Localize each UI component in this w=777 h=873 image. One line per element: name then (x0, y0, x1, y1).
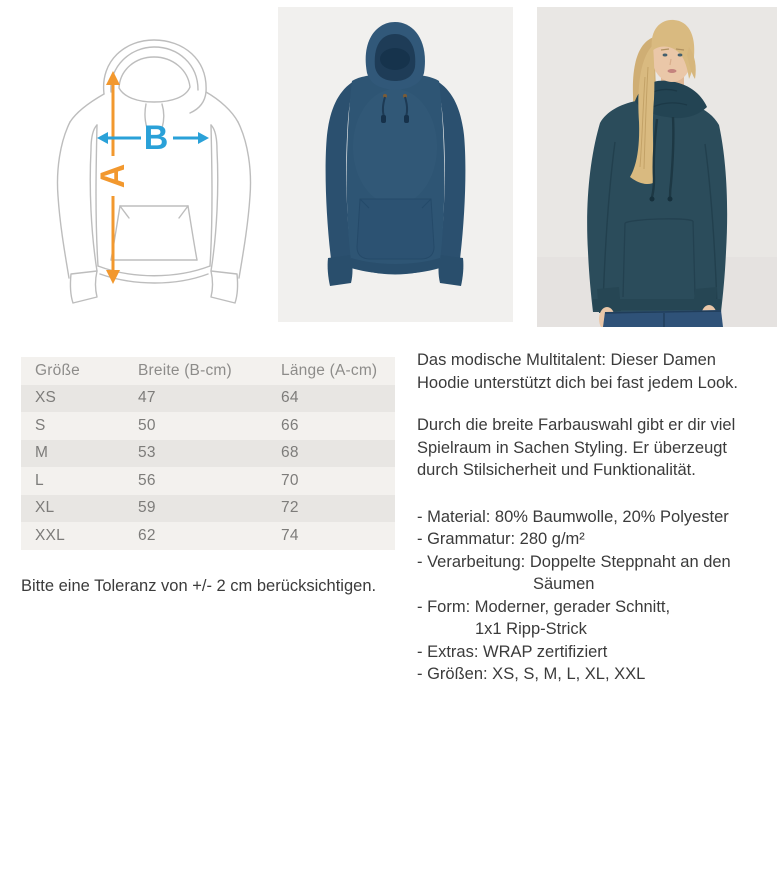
length-cell: 72 (281, 499, 299, 517)
length-cell: 66 (281, 416, 299, 434)
length-cell: 68 (281, 444, 299, 462)
cuff-left (328, 255, 353, 286)
bullet-verarbeitung-cont: Säumen (533, 575, 595, 593)
bullet-extras: - Extras: WRAP zertifiziert (417, 642, 608, 661)
bullet-verarbeitung: - Verarbeitung: Doppelte Steppnaht an den (417, 552, 731, 571)
product-description (417, 349, 773, 706)
hoodie-product-photo (278, 7, 513, 322)
arrowhead-right (198, 132, 209, 144)
description-line: Das modische Multitalent: Dieser Damen (417, 351, 716, 369)
length-cell: 64 (281, 389, 299, 407)
size-cell: S (35, 416, 46, 434)
size-cell: XL (35, 499, 55, 517)
hood-interior (380, 48, 410, 70)
width-cell: 47 (138, 389, 156, 407)
size-cell: XS (35, 389, 57, 407)
bullet-form: - Form: Moderner, gerader Schnitt, (417, 597, 671, 616)
width-cell: 62 (138, 526, 156, 544)
description-line: Spielraum in Sachen Styling. Er überzeugt (417, 438, 728, 457)
width-label: B (143, 119, 169, 157)
model-photo (537, 7, 777, 327)
arrowhead-left (97, 132, 108, 144)
size-cell: M (35, 444, 49, 462)
size-row-l (21, 467, 395, 495)
aglet-right (404, 115, 409, 123)
col-header-width: Breite (B-cm) (138, 361, 232, 379)
size-table-header-row (21, 357, 395, 385)
chest-highlight (353, 89, 437, 205)
size-row-xxl (21, 522, 395, 550)
hoodie-outline (58, 40, 251, 303)
tolerance-note: Bitte eine Toleranz von +/- 2 cm berücksichtigen. (21, 577, 377, 595)
width-cell: 53 (138, 444, 156, 462)
cuff-left (70, 271, 97, 303)
width-cell: 50 (138, 416, 156, 434)
length-cell: 74 (281, 526, 299, 544)
length-arrow (94, 71, 132, 284)
aglet-left (381, 115, 386, 123)
size-row-m (21, 440, 395, 468)
aglet-right (668, 197, 673, 202)
model-wearing-image (537, 7, 777, 327)
width-cell: 56 (138, 471, 156, 489)
description-paragraph-2 (417, 414, 773, 482)
col-header-size: Größe (35, 361, 80, 379)
size-diagram-image (50, 28, 270, 308)
size-cell: XXL (35, 526, 65, 544)
bullet-groessen: - Größen: XS, S, M, L, XL, XXL (417, 665, 646, 683)
description-bullet-list (417, 506, 773, 686)
size-table (21, 357, 395, 550)
lips (668, 69, 677, 73)
product-front-image (278, 7, 513, 322)
size-row-s (21, 412, 395, 440)
cuff-right (439, 255, 464, 286)
pocket-outline (111, 206, 197, 260)
hoodie-measurement-diagram (50, 28, 270, 308)
aglet-left (650, 197, 655, 202)
description-line: Durch die breite Farbauswahl gibt er dir viel (417, 416, 736, 434)
length-label: A (94, 163, 132, 189)
bullet-form-cont: 1x1 Ripp-Strick (475, 620, 587, 638)
description-line: durch Stilsicherheit und Funktionalität. (417, 461, 696, 479)
description-paragraph-1 (417, 349, 773, 394)
arrowhead-up (106, 71, 120, 85)
eye-left (663, 54, 668, 57)
cuff-right (211, 271, 238, 303)
width-cell: 59 (138, 499, 156, 517)
size-row-xl (21, 495, 395, 523)
bullet-material: - Material: 80% Baumwolle, 20% Polyester (417, 507, 729, 526)
length-cell: 70 (281, 471, 299, 489)
eye-right (678, 54, 683, 57)
bullet-grammatur: - Grammatur: 280 g/m² (417, 530, 585, 548)
size-cell: L (35, 471, 44, 489)
col-header-length: Länge (A-cm) (281, 361, 378, 379)
description-line: Hoodie unterstützt dich bei fast jedem Look. (417, 373, 739, 392)
size-row-xs (21, 385, 395, 413)
